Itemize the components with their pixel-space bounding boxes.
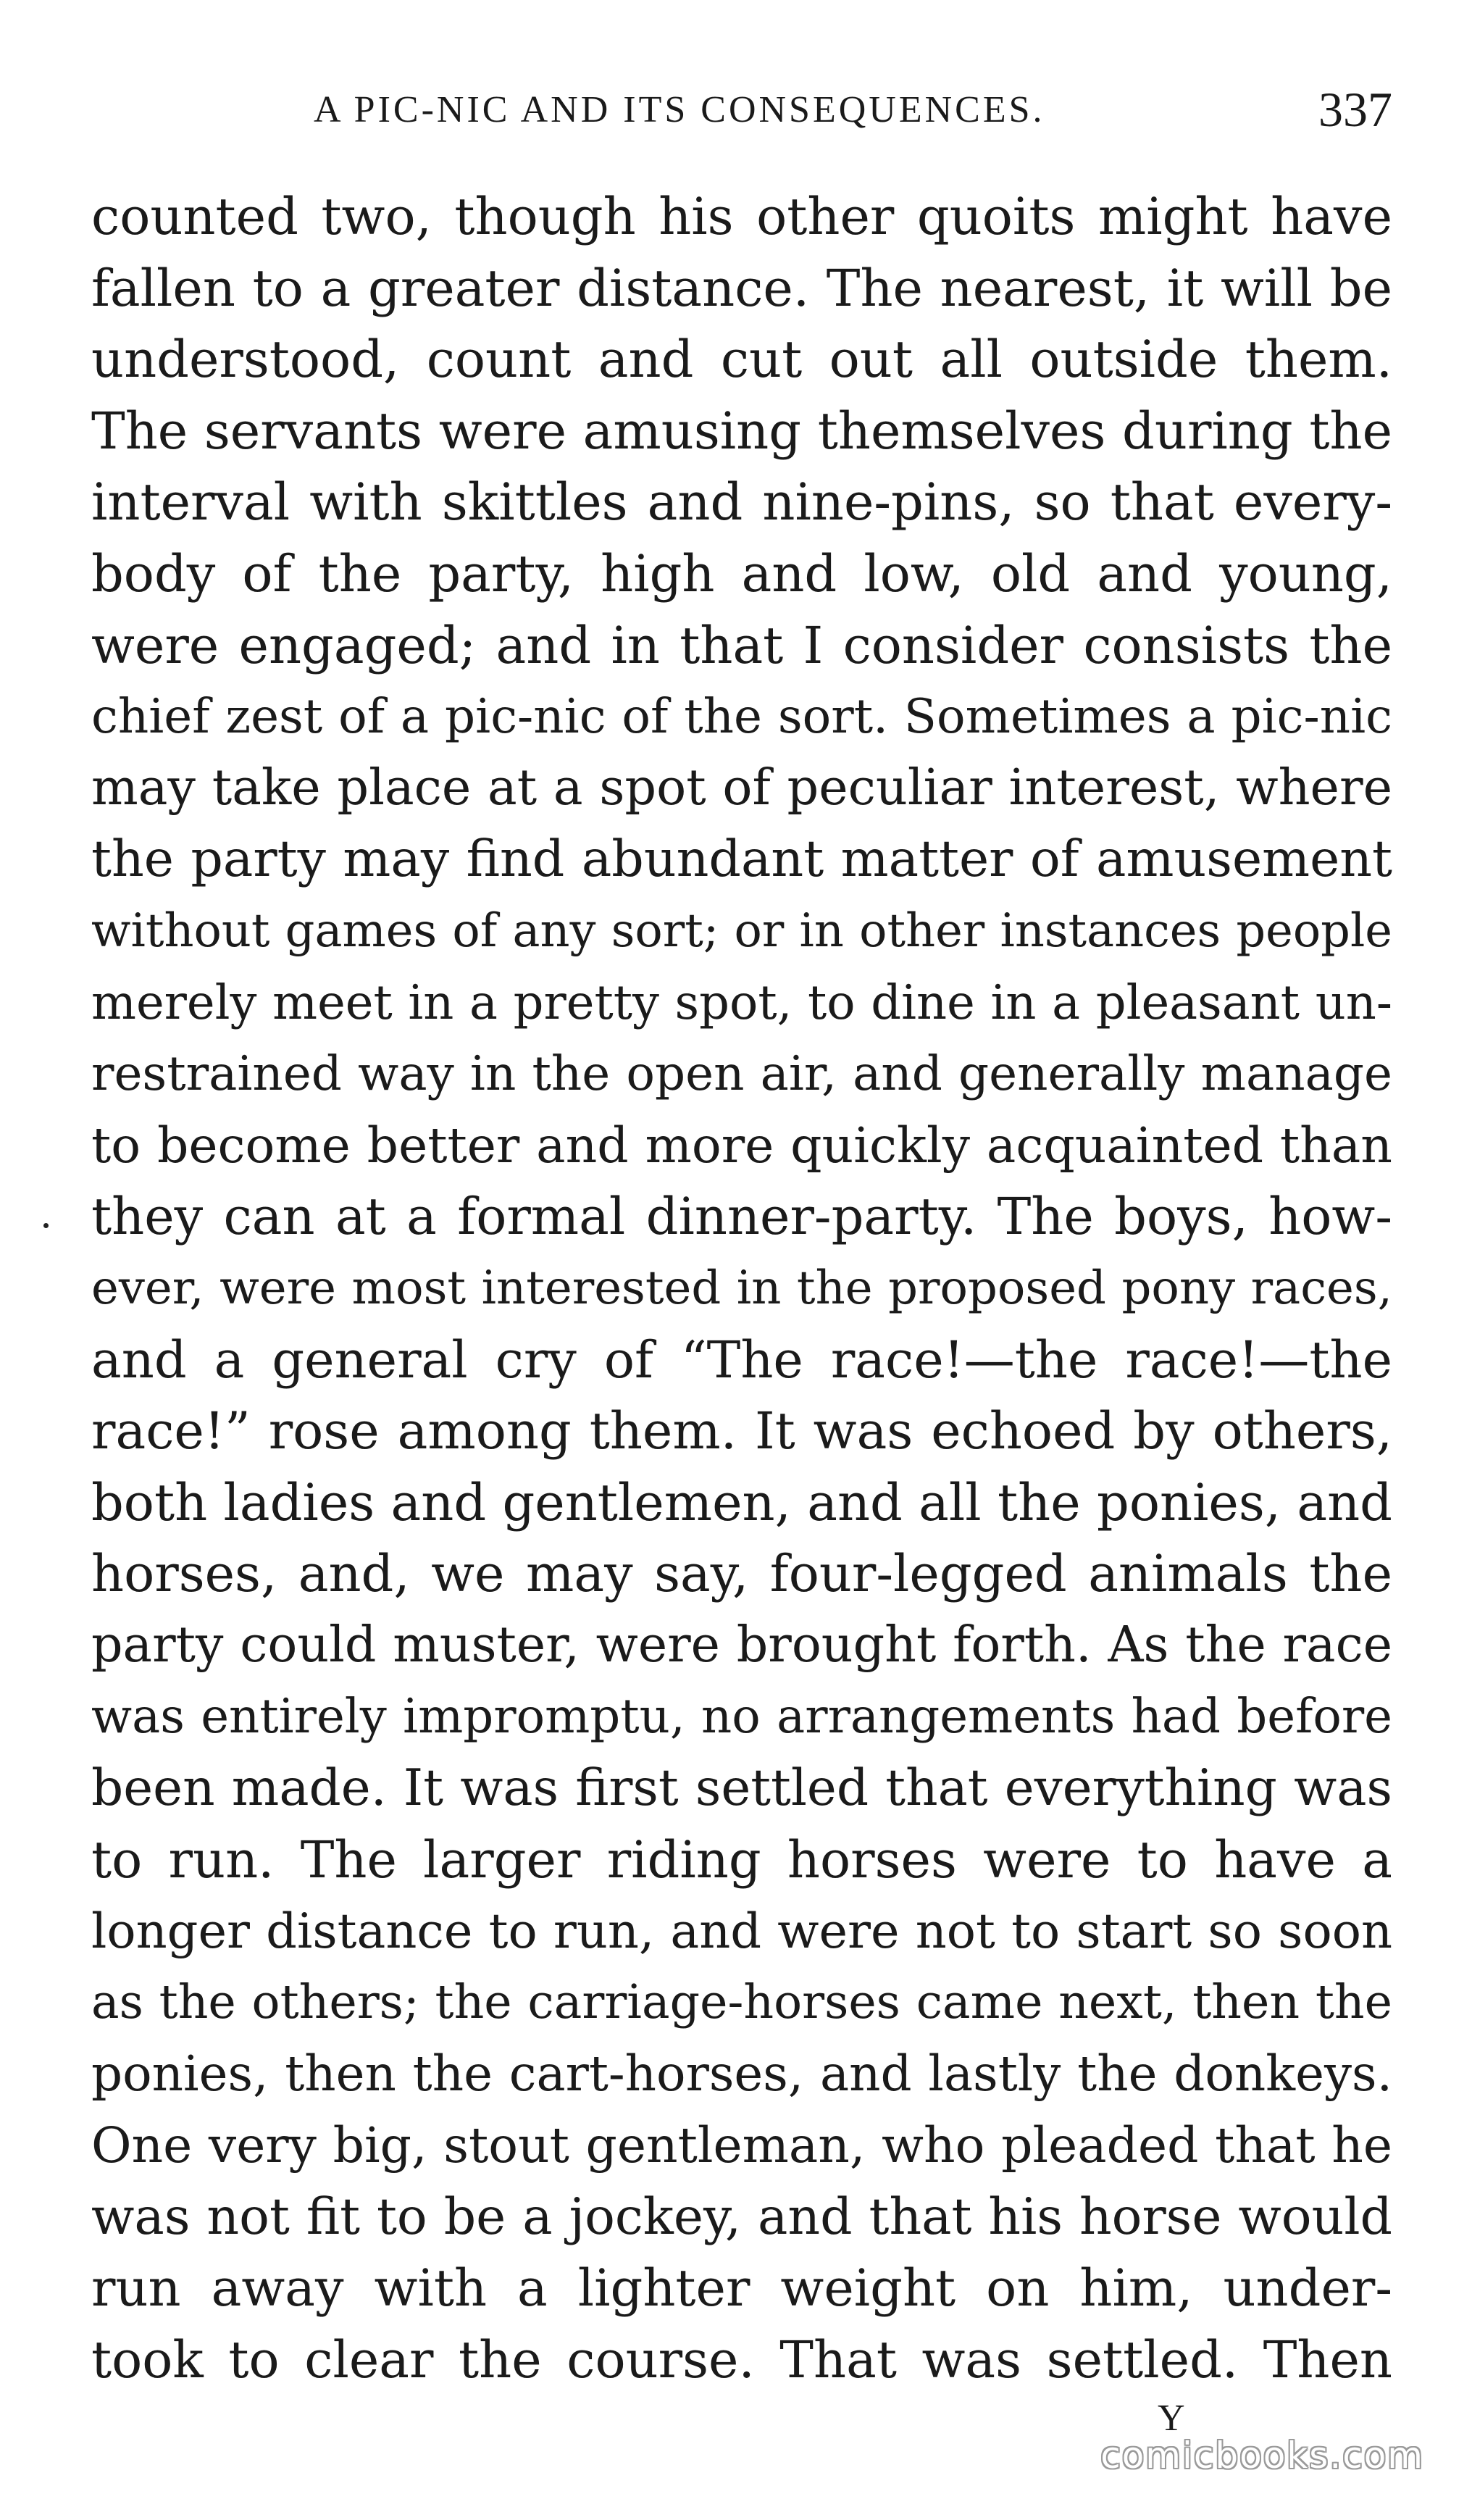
text-line: longer distance to run, and were not to start so soon — [91, 1903, 1392, 1960]
text-line: interval with skittles and nine-pins, so that every- — [91, 472, 1392, 533]
text-line: the party may find abundant matter of amusement — [91, 830, 1392, 889]
text-line: chief zest of a pic-nic of the sort. Sometimes a pic-nic — [91, 688, 1392, 745]
text-line: understood, count and cut out all outside them. — [91, 330, 1392, 390]
text-line: to run. The larger riding horses were to have a — [91, 1829, 1392, 1890]
text-line: to become better and more quickly acquainted than — [91, 1116, 1392, 1174]
running-head — [91, 81, 1392, 146]
text-line: restrained way in the open air, and generally manage — [91, 1046, 1392, 1102]
text-line: horses, and, we may say, four-legged animals the — [91, 1544, 1392, 1604]
text-line: ever, were most interested in the proposed pony races, — [91, 1261, 1392, 1315]
page-number: 337 — [1318, 82, 1392, 137]
text-line: was entirely impromptu, no arrangements had before — [91, 1689, 1392, 1745]
text-line: been made. It was first settled that everything was — [91, 1759, 1392, 1818]
text-line: without games of any sort; or in other instances people — [91, 904, 1392, 958]
text-line: fallen to a greater distance. The nearest, it will be — [91, 258, 1392, 318]
text-line: One very big, stout gentleman, who pleaded that he — [91, 2116, 1392, 2174]
running-title: A PIC-NIC AND ITS CONSEQUENCES. — [314, 89, 1045, 130]
text-line: they can at a formal dinner-party. The boys, how- — [91, 1187, 1392, 1247]
text-line: body of the party, high and low, old and young, — [91, 543, 1392, 604]
text-line: both ladies and gentlemen, and all the ponies, and — [91, 1472, 1392, 1532]
text-line: took to clear the course. That was settled. Then — [91, 2329, 1392, 2390]
text-line: party could muster, were brought forth. As the race — [91, 1616, 1392, 1674]
text-line: race!” rose among them. It was echoed by others, — [91, 1401, 1392, 1461]
signature-mark: Y — [1158, 2398, 1185, 2439]
text-line: were engaged; and in that I consider consists the — [91, 615, 1392, 675]
text-line: ponies, then the cart-horses, and lastly the donkeys. — [91, 2045, 1392, 2103]
margin-dot-mark — [43, 1223, 49, 1228]
text-line: The servants were amusing themselves during the — [91, 401, 1392, 461]
text-line: as the others; the carriage-horses came next, then the — [91, 1974, 1392, 2029]
text-line: may take place at a spot of peculiar interest, where — [91, 759, 1392, 817]
text-line: run away with a lighter weight on him, under- — [91, 2258, 1392, 2319]
text-line: merely meet in a pretty spot, to dine in a pleasant un- — [91, 975, 1392, 1030]
text-line: was not fit to be a jockey, and that his horse would — [91, 2187, 1392, 2246]
text-line: and a general cry of “The race!—the race!—the — [91, 1330, 1392, 1390]
watermark: comicbooks.com — [1100, 2435, 1424, 2477]
text-line: counted two, though his other quoits might have — [91, 187, 1392, 246]
body-text — [91, 181, 1392, 2395]
